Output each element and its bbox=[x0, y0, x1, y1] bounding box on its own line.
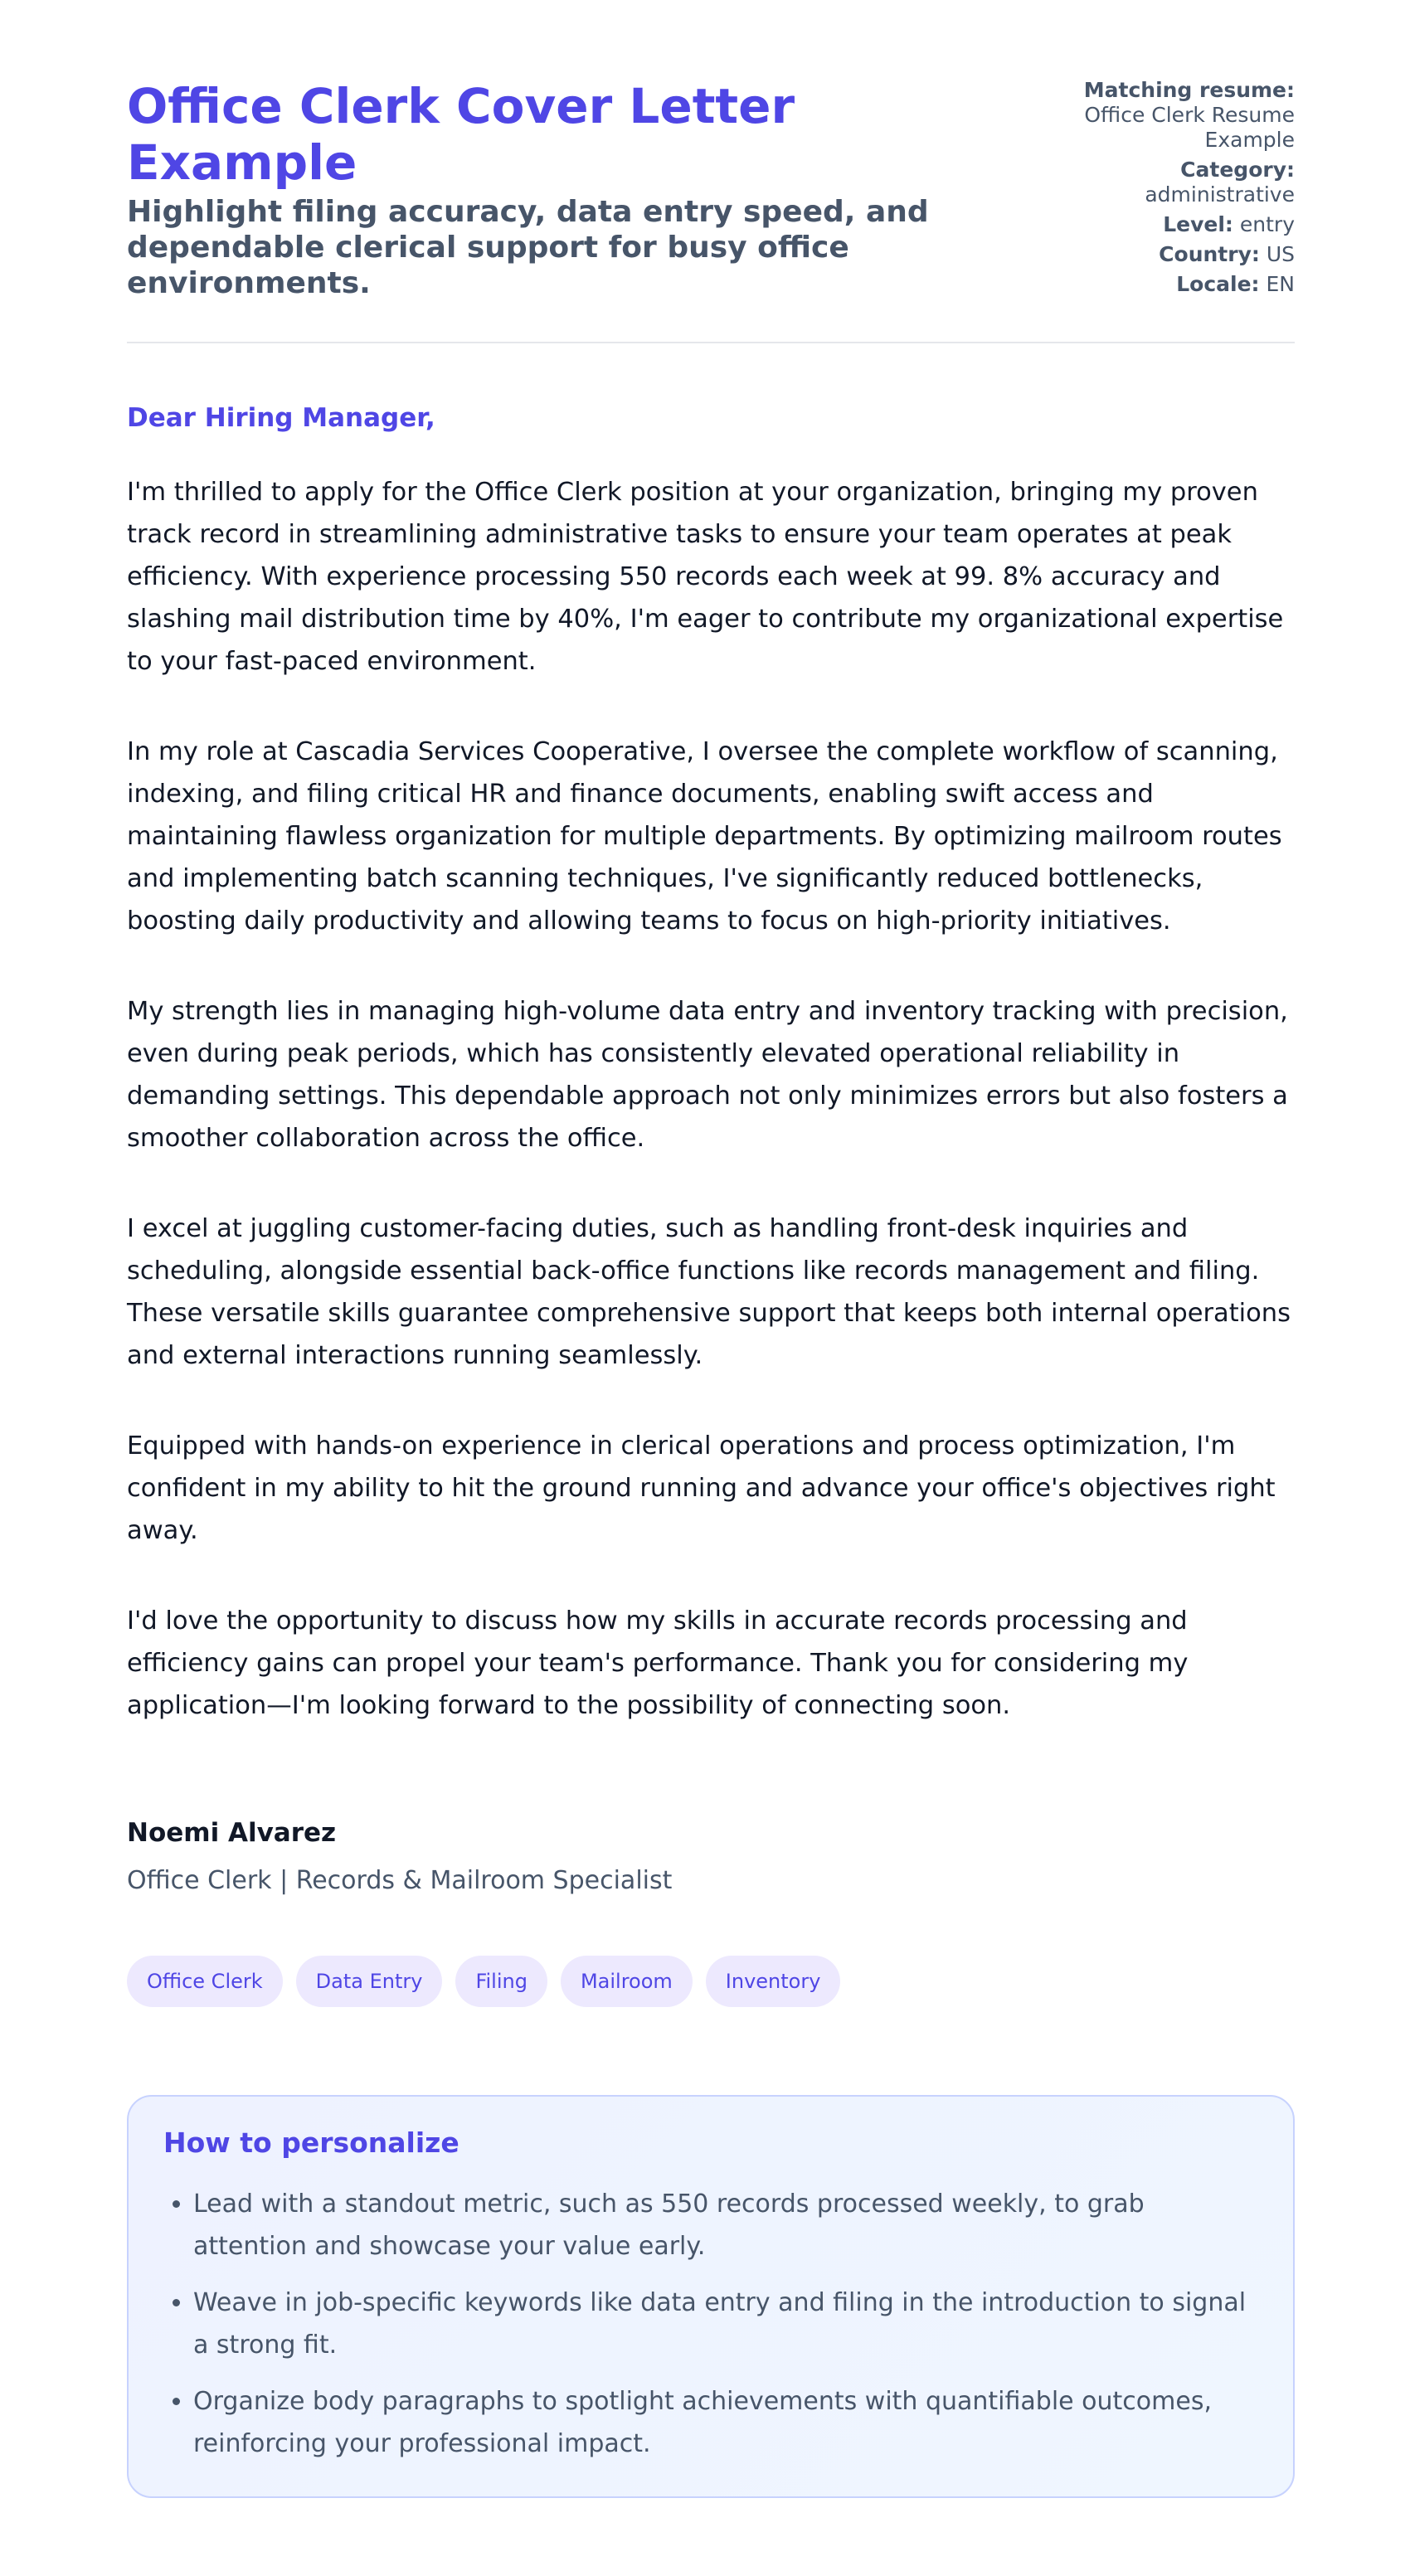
meta-level-label: Level: bbox=[1163, 212, 1233, 236]
meta-category bbox=[1046, 158, 1295, 207]
meta-matching-resume bbox=[1046, 78, 1295, 153]
meta-country bbox=[1046, 242, 1295, 267]
tag-inventory[interactable]: Inventory bbox=[706, 1956, 841, 2007]
page-subtitle: Highlight filing accuracy, data entry speed, and dependable clerical support for busy office environments. bbox=[127, 195, 929, 300]
tag-data-entry[interactable]: Data Entry bbox=[296, 1956, 443, 2007]
meta-country-value: US bbox=[1266, 242, 1295, 266]
personalize-tip: • Organize body paragraphs to spotlight achievements with quantifiable outcomes, reinforcing your professional impact. bbox=[193, 2380, 1258, 2465]
meta-country-label: Country: bbox=[1159, 242, 1260, 266]
page-title: Office Clerk Cover Letter Example bbox=[127, 78, 795, 191]
tag-list bbox=[127, 1956, 1295, 2007]
signature-role: Office Clerk | Records & Mailroom Specialist bbox=[127, 1866, 673, 1895]
letter-paragraph: I excel at juggling customer-facing duties, such as handling front-desk inquiries and scheduling, alongside essential back-office functions like records management and filing. These versatile skills guarantee comprehensive support that keeps both internal operations and external interactions running seamlessly. bbox=[127, 1214, 1291, 1370]
meta-locale-label: Locale: bbox=[1176, 272, 1260, 296]
meta-locale bbox=[1046, 272, 1295, 297]
meta-matching-resume-value[interactable]: Office Clerk Resume Example bbox=[1084, 103, 1295, 152]
letter-paragraph: In my role at Cascadia Services Cooperative, I oversee the complete workflow of scanning, indexing, and filing critical HR and finance documents, enabling swift access and maintaining flawless organization for multiple departments. By optimizing mailroom routes and implementing batch scanning techniques, I've significantly reduced bottlenecks, boosting daily productivity and allowing teams to focus on high-priority initiatives. bbox=[127, 737, 1282, 936]
header-titles bbox=[127, 78, 956, 301]
meta-locale-value: EN bbox=[1266, 272, 1295, 296]
meta-category-value: administrative bbox=[1145, 182, 1295, 207]
meta-category-label: Category: bbox=[1180, 158, 1295, 182]
tag-office-clerk[interactable]: Office Clerk bbox=[127, 1956, 283, 2007]
letter-salutation: Dear Hiring Manager, bbox=[127, 403, 435, 433]
page-header bbox=[127, 78, 1295, 302]
personalize-tips-box bbox=[127, 2095, 1295, 2498]
tag-filing[interactable]: Filing bbox=[455, 1956, 547, 2007]
signature-name: Noemi Alvarez bbox=[127, 1818, 337, 1848]
letter-body bbox=[127, 401, 1295, 1727]
signature-block bbox=[127, 1816, 1295, 1898]
letter-paragraph: My strength lies in managing high-volume data entry and inventory tracking with precision, even during peak periods, which has consistently elevated operational reliability in demanding settings. This dependable approach not only minimizes errors but also fosters a smoother collaboration across the office. bbox=[127, 997, 1288, 1153]
personalize-title: How to personalize bbox=[163, 2126, 459, 2159]
header-divider bbox=[127, 342, 1295, 343]
personalize-tip: • Lead with a standout metric, such as 550 records processed weekly, to grab attention and showcase your value early. bbox=[193, 2183, 1258, 2267]
meta-level bbox=[1046, 212, 1295, 237]
cover-letter-page bbox=[127, 0, 1295, 2498]
letter-paragraph: Equipped with hands-on experience in clerical operations and process optimization, I'm confident in my ability to hit the ground running and advance your office's objectives right away. bbox=[127, 1431, 1276, 1545]
letter-paragraph: I'd love the opportunity to discuss how my skills in accurate records processing and efficiency gains can propel your team's performance. Thank you for considering my application—I'm looking forward to the possibility of connecting soon. bbox=[127, 1606, 1189, 1720]
tag-mailroom[interactable]: Mailroom bbox=[561, 1956, 693, 2007]
meta-level-value: entry bbox=[1239, 212, 1295, 236]
meta-panel bbox=[1046, 78, 1295, 302]
personalize-tip: • Weave in job-specific keywords like data entry and filing in the introduction to signal a strong fit. bbox=[193, 2282, 1258, 2366]
personalize-tip-list bbox=[163, 2183, 1258, 2465]
meta-matching-resume-label: Matching resume: bbox=[1083, 78, 1295, 102]
letter-paragraph: I'm thrilled to apply for the Office Clerk position at your organization, bringing my proven track record in streamlining administrative tasks to ensure your team operates at peak efficiency. With experience processing 550 records each week at 99. 8% accuracy and slashing mail distribution time by 40%, I'm eager to contribute my organizational expertise to your fast-paced environment. bbox=[127, 478, 1284, 676]
